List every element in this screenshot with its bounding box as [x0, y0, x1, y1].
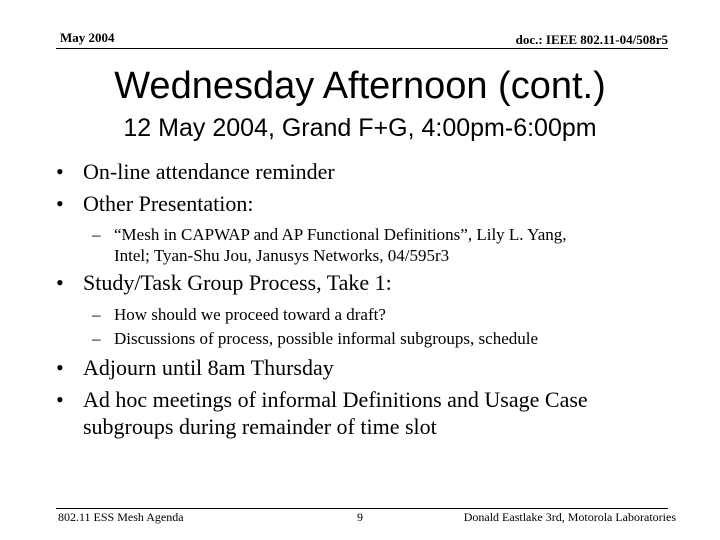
sub-bullet-text: Discussions of process, possible informal subgroups, schedule: [114, 329, 539, 348]
bullet-marker: •: [56, 387, 64, 412]
bullet-marker: •: [56, 191, 64, 216]
sub-bullet-marker: –: [92, 305, 101, 324]
page-number: 9: [357, 510, 363, 524]
bullet-text: Ad hoc meetings of informal Definitions and Usage Case: [83, 387, 588, 412]
bullet-marker: •: [56, 159, 64, 184]
slide-subtitle: 12 May 2004, Grand F+G, 4:00pm-6:00pm: [123, 114, 597, 142]
bullet-text: On-line attendance reminder: [83, 159, 335, 184]
footer-title: 802.11 ESS Mesh Agenda: [58, 510, 184, 524]
bullet-marker: •: [56, 355, 64, 380]
footer-divider: [56, 508, 668, 509]
sub-bullet-marker: –: [92, 225, 101, 244]
bullet-text: Study/Task Group Process, Take 1:: [83, 270, 392, 295]
header-divider: [56, 48, 668, 49]
sub-bullet-text: “Mesh in CAPWAP and AP Functional Definitions”, Lily L. Yang,: [114, 225, 567, 244]
bullet-text: Other Presentation:: [83, 191, 254, 216]
sub-bullet-text: Intel; Tyan-Shu Jou, Janusys Networks, 04/595r3: [114, 246, 450, 265]
footer-author: Donald Eastlake 3rd, Motorola Laboratories: [463, 510, 676, 524]
sub-bullet-marker: –: [92, 329, 101, 348]
bullet-text: subgroups during remainder of time slot: [83, 414, 437, 439]
header-doc-id: doc.: IEEE 802.11-04/508r5: [515, 32, 668, 47]
slide-title: Wednesday Afternoon (cont.): [114, 65, 606, 107]
header-date: May 2004: [60, 30, 115, 45]
bullet-text: Adjourn until 8am Thursday: [83, 355, 334, 380]
bullet-marker: •: [56, 270, 64, 295]
sub-bullet-text: How should we proceed toward a draft?: [114, 305, 386, 324]
